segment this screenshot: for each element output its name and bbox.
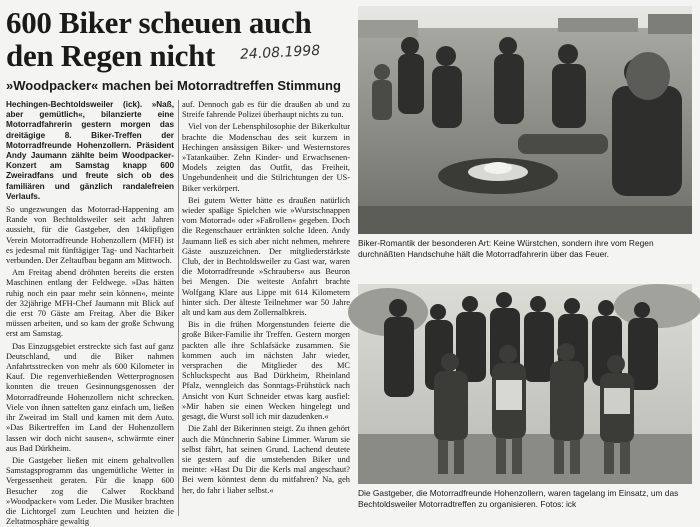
photo1-caption: Biker-Romantik der besonderen Art: Keine Würstchen, sondern ihre vom Regen durchnäßten Handschuhe hält die Motorradfahrerin über das Feuer. bbox=[358, 238, 654, 259]
article-column-1 bbox=[6, 100, 174, 527]
article-lead: Hechingen-Bechtoldsweiler (ick). »Naß, aber gemütlich«, bilanzierte eine Motorradfahrerin gestern morgen das dreitägige 8. Biker-Treffen der Motorradfreunde Hohenzollern. Präsident Andy Jaumann zählte beim Woodpacker-Konzert am Samstag knapp 600 Zweiradfans und freute sich ob des familiären und gänzlich randalefreien Verlaufs. bbox=[6, 100, 174, 201]
photo-bikers-at-fire-image bbox=[358, 6, 692, 234]
article-subheadline: »Woodpacker« machen bei Motorradtreffen Stimmung bbox=[6, 78, 341, 93]
photo-group-hosts-image bbox=[358, 284, 692, 484]
article-paragraph: Am Freitag abend dröhnten bereits die ersten Maschinen entlang der Feldwege. »Das hätten ruhig noch ein paar mehr sein können«, meinte der 32jährige MFH-Chef Jaumann mit Blick auf die erst 70 Gäste am Freitag. Aber die Biker müssen arbeiten, und so kam der große Schwung erst am Samstag. bbox=[6, 268, 174, 339]
article-paragraph: auf. Dennoch gab es für die draußen ab und zu Streife fahrende Polizei überhaupt nichts zu tun. bbox=[182, 100, 350, 120]
column-divider bbox=[178, 100, 179, 516]
article-paragraph: Viel von der Lebensphilosophie der Bikerkultur brachte die Modenschau des seit kurzem in Hechingen ansässigen Biker- und Westernstores »Tatankaüber. Zehn Kinder- und Erwachsenen-Models zeigten das Outfit, das Freiheit, Ungebundenheit und die Stilrichtungen der US-Biker verkörpert. bbox=[182, 122, 350, 193]
article-headline: 600 Biker scheuen auch den Regen nicht bbox=[6, 5, 312, 73]
photo-group-hosts bbox=[358, 284, 692, 484]
article-paragraph: Bis in die frühen Morgenstunden feierte die große Biker-Familie ihr Treffen. Gestern morgen packten alle ihre Schlafsäcke zusammen. Sie kommen auch im nächsten Jahr wieder, versprachen die Mitglieder des MC Schluckspecht aus Bad Dürkheim, Rheinland Pfalz, wenngleich das Sonntags-Frühstück nach Ansicht von Kurt Schneider etwas karg ausfiel: »Mir haben sie einen Wecken hingelegt und gesagt, die Wurst soll ich mir dazudenken.« bbox=[182, 320, 350, 422]
article-paragraph: So ungezwungen das Motorrad-Happening am Rande von Bechtoldsweiler seit acht Jahren aussieht, für die Gastgeber, den 14köpfigen Verein Motorradfreunde Hohenzollern (MFH) ist es jedesmal mit fünftägiger Tag- und Nachtarbeit verbunden. Der Zeltaufbau begann am Mittwoch. bbox=[6, 205, 174, 266]
photo-bikers-at-fire bbox=[358, 6, 692, 234]
article-paragraph: Die Zahl der Bikerinnen steigt. Zu ihnen gehört auch die Münchnerin Sabine Limmer. Warum sie selbst fährt, hat seinen Grund. Lachend deutete sie gestern auf die umstehenden Biker und meinte: »Hast Du Dir die Kerls mal angeschaut? Bei wem könntest denn du mitfahren? Na, geh her, do fahr i liaber selbst.« bbox=[182, 424, 350, 495]
article-paragraph: Die Gastgeber ließen mit einem gehaltvollen Samstagsprogramm das ungemütliche Wetter in Vergessenheit geraten. Für die knapp 600 Besucher zog die Calwer Rockband »Woodpacker« vom Leder. Die Musiker brachten die Lichtorgel zum Leuchten und heizten die Zeltatmosphäre gewaltig bbox=[6, 455, 174, 527]
article-paragraph: Bei gutem Wetter hätte es draußen natürlich wieder spaßige Spielchen wie »Wurstschnappen vom Motorrad« oder »Faßrollen« gegeben. Doch die Regenschauer ertränkten solche Ideen. Andy Jaumann ließ es sich aber nicht nehmen, mehrere Gäste auszuzeichnen. Der mitgliederstärkste Club, der in Bechtoldsweiler zu Gast war, waren die Motorradfreunde »Schraubers« aus Beuron bei Mengen. Die weiteste Anfahrt brachte Wolfgang Klare aus Lippe mit 614 Kilometern hinter sich. Der älteste Teilnehmer war 50 Jahre alt und kam aus dem Zollernalbkreis. bbox=[182, 195, 350, 318]
photo2-caption-text: Die Gastgeber, die Motorradfreunde Hohenzollern, waren tagelang im Einsatz, um das Bechtoldsweiler Motorradtreffen zu organisieren. bbox=[358, 488, 679, 509]
article-paragraph: Das Einzugsgebiet erstreckte sich fast auf ganz Deutschland, und die Biker nahmen Anfahrtsstrecken von mehr als 600 Kilometer in Kauf. Die regenverhießenden Wetterprognosen konnten die treuen Gesinnungsgenossen der Motorradfreunde Hohenzollern nicht schrecken. Viele von ihnen sattelten ganz einfach um, ließen ihr Zweirad im Stall und kamen mit dem Auto. »Das Bikertreffen im Land der Hohenzollern lassen wir doch nicht sausen«, schwärmte einer aus Bad Dürkheim. bbox=[6, 341, 174, 453]
photo2-caption bbox=[358, 488, 692, 509]
handwritten-date: 24.08.1998 bbox=[239, 42, 321, 63]
article-column-2 bbox=[182, 100, 350, 516]
photo-credit: Fotos: ick bbox=[540, 498, 577, 509]
